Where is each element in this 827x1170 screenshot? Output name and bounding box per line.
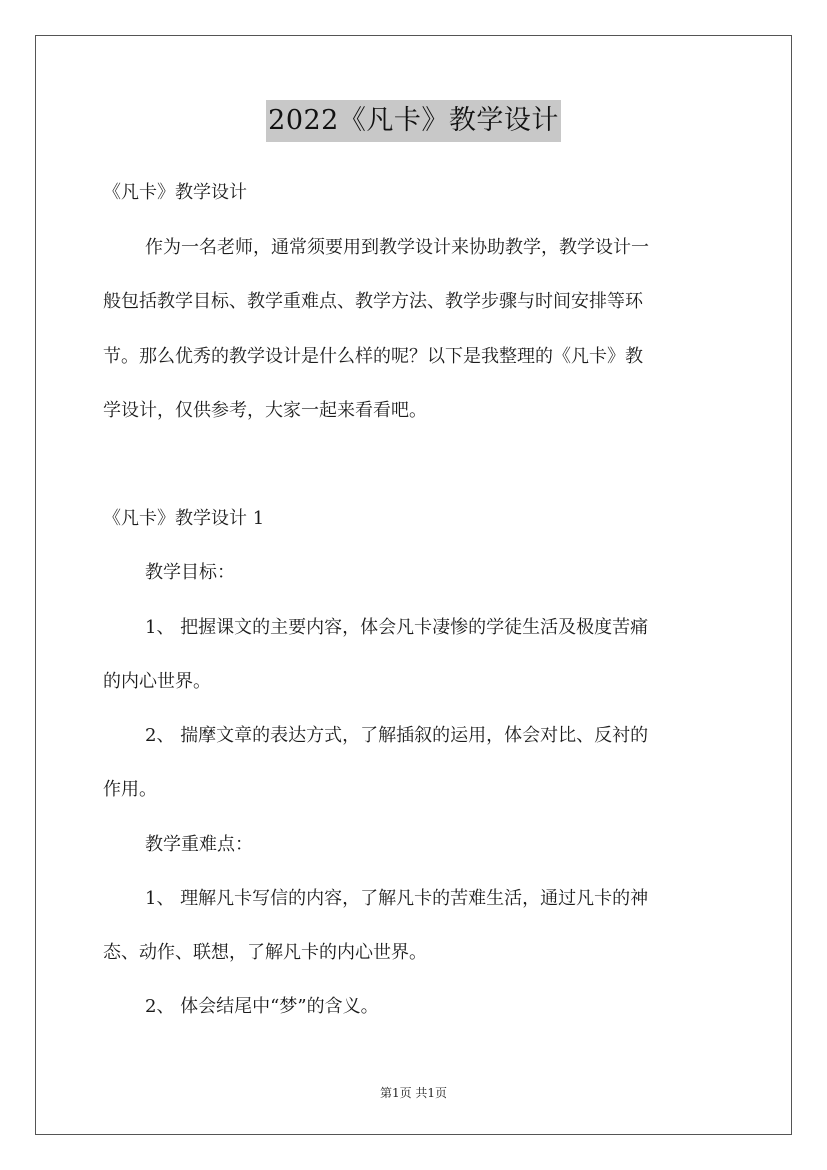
intro-line-1-text: 作为一名老师，通常须要用到教学设计来协助教学，教学设计一 — [145, 237, 649, 258]
key2-line: 2、 体会结尾中“梦”的含义。 — [145, 996, 379, 1017]
goal2-line-2: 作用。 — [103, 779, 157, 800]
goal1-line-2: 的内心世界。 — [103, 671, 211, 692]
section1-heading: 《凡卡》教学设计 1 — [103, 508, 265, 529]
goal2-line-1: 2、 揣摩文章的表达方式，了解插叙的运用，体会对比、反衬的 — [145, 725, 649, 746]
intro-line-4: 学设计，仅供参考，大家一起来看看吧。 — [103, 400, 427, 421]
title-container — [0, 100, 827, 142]
goal1-line-1: 1、 把握课文的主要内容，体会凡卡凄惨的学徒生活及极度苦痛 — [145, 617, 649, 638]
intro-line-2: 般包括教学目标、教学重难点、教学方法、教学步骤与时间安排等环 — [103, 291, 643, 312]
intro-line-1 — [145, 236, 725, 260]
key1-line-1: 1、 理解凡卡写信的内容，了解凡卡的苦难生活，通过凡卡的神 — [145, 888, 649, 909]
key1-line-2: 态、动作、联想，了解凡卡的内心世界。 — [103, 942, 427, 963]
page-footer: 第1页 共1页 — [379, 1086, 448, 1100]
keypoints-label: 教学重难点： — [145, 834, 253, 855]
intro-heading: 《凡卡》教学设计 — [103, 182, 247, 203]
intro-line-3: 节。那么优秀的教学设计是什么样的呢？以下是我整理的《凡卡》教 — [103, 346, 643, 367]
goals-label: 教学目标： — [145, 562, 235, 583]
document-title: 2022《凡卡》教学设计 — [266, 100, 561, 142]
